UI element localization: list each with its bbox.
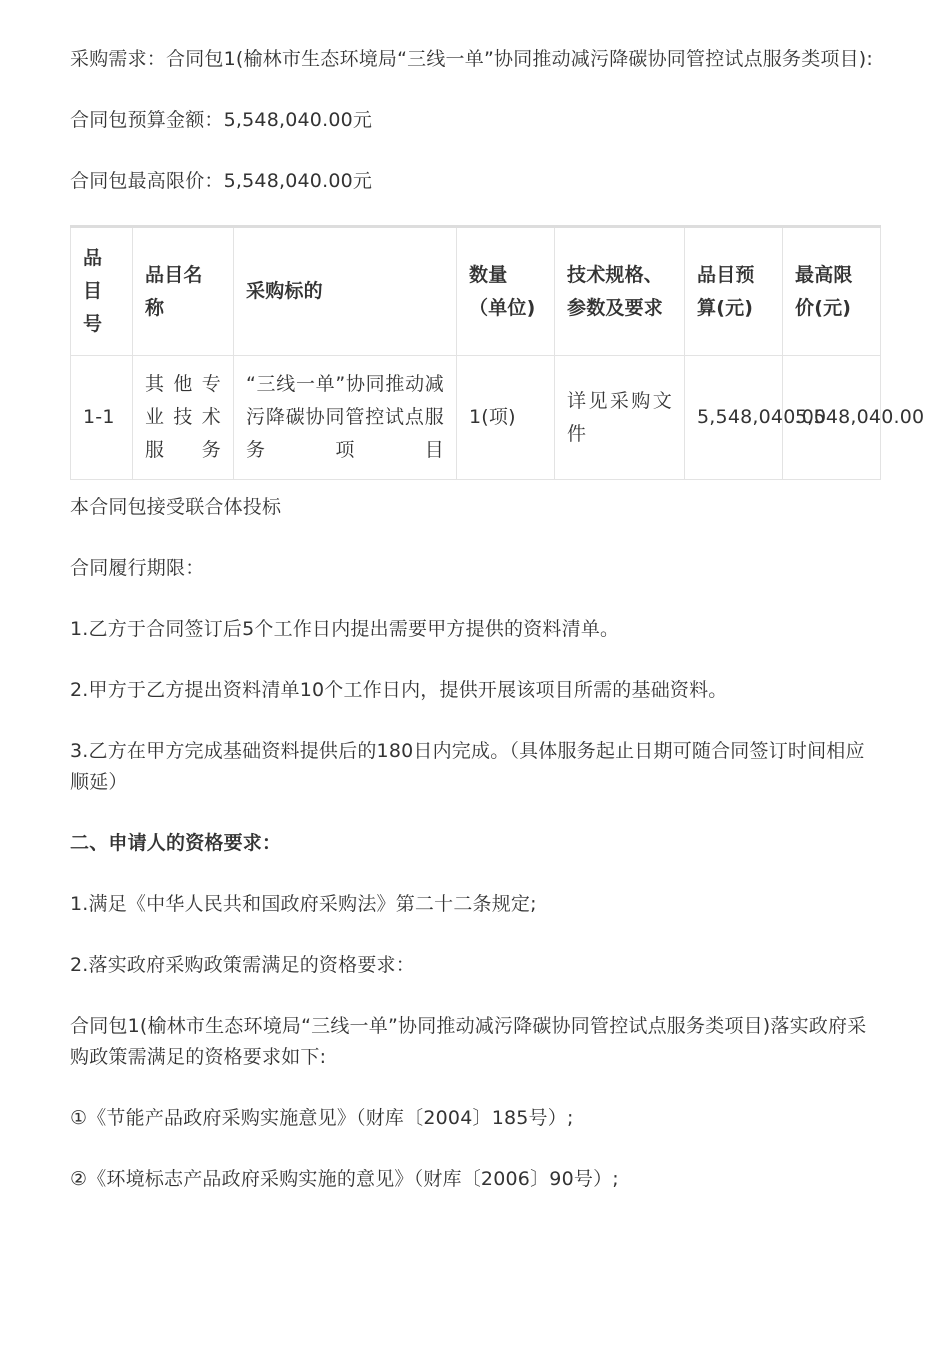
header-tech-specs: 技术规格、参数及要求 (555, 227, 685, 356)
package-max-price: 合同包最高限价：5,548,040.00元 (70, 170, 373, 192)
cell-item-name: 其他专业技术服务 (133, 356, 234, 480)
header-procurement-target: 采购标的 (234, 227, 457, 356)
header-item-budget: 品目预算(元) (685, 227, 783, 356)
cell-tech-specs: 详见采购文件 (555, 356, 685, 480)
cell-max-price: 5,548,040.00 (783, 356, 881, 480)
joint-bid-note: 本合同包接受联合体投标 (70, 496, 282, 518)
contract-period-item-2: 2.甲方于乙方提出资料清单10个工作日内，提供开展该项目所需的基础资料。 (70, 679, 728, 701)
purchase-requirement: 采购需求：合同包1(榆林市生态环境局“三线一单”协同推动减污降碳协同管控试点服务类项目): (70, 48, 874, 70)
header-quantity: 数量（单位) (457, 227, 555, 356)
package-policy-text: 合同包1(榆林市生态环境局“三线一单”协同推动减污降碳协同管控试点服务类项目)落实政府采购政策需满足的资格要求如下: (70, 1015, 867, 1068)
policy-item-2: ②《环境标志产品政府采购实施的意见》（财库〔2006〕90号）; (70, 1168, 619, 1190)
table-header-row (71, 227, 881, 356)
cell-quantity: 1(项) (457, 356, 555, 480)
contract-period-item-1: 1.乙方于合同签订后5个工作日内提出需要甲方提供的资料清单。 (70, 618, 620, 640)
items-table-wrapper (70, 225, 925, 480)
table-row (71, 356, 881, 480)
cell-item-budget: 5,548,040.00 (685, 356, 783, 480)
package-budget: 合同包预算金额：5,548,040.00元 (70, 109, 373, 131)
items-table (70, 225, 925, 480)
cell-procurement-target: “三线一单”协同推动减污降碳协同管控试点服务项目 (234, 356, 457, 480)
section-2-title: 二、申请人的资格要求： (70, 832, 282, 854)
qualification-item-1: 1.满足《中华人民共和国政府采购法》第二十二条规定; (70, 893, 537, 915)
header-item-no: 品目号 (71, 227, 133, 356)
qualification-item-2: 2.落实政府采购政策需满足的资格要求： (70, 954, 415, 976)
cell-item-no: 1-1 (71, 356, 133, 480)
policy-item-1: ①《节能产品政府采购实施意见》（财库〔2004〕185号）; (70, 1107, 574, 1129)
contract-period-item-3: 3.乙方在甲方完成基础资料提供后的180日内完成。（具体服务起止日期可随合同签订时间相应顺延） (70, 740, 865, 793)
header-item-name: 品目名称 (133, 227, 234, 356)
header-max-price: 最高限价(元) (783, 227, 881, 356)
contract-period-title: 合同履行期限： (70, 557, 205, 579)
